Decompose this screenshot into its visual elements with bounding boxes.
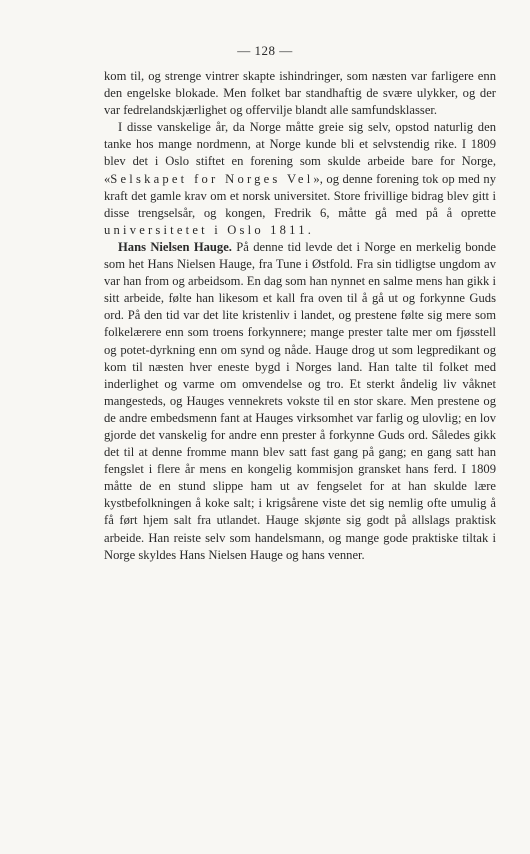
paragraph-blockade: kom til, og strenge vintrer skapte ishindringer, som næsten var farligere enn den engelske blokade. Men folket bar standhaftig de svære ulykker, og der var fedrelandskjærlighet og offervilje blandt alle samfundsklasser. — [104, 69, 496, 118]
paragraph-independence-text-2: », og denne forening tok op med ny kraft det gamle krav om et norsk universitet. Store frivillige bidrag blev gitt i disse trengselsår, og kongen, Fredrik 6, måtte gå med på å oprette — [104, 171, 496, 220]
paragraph-independence — [104, 119, 496, 239]
paragraph-hauge-text: På denne tid levde det i Norge en merkelig bonde som het Hans Nielsen Hauge, fra Tune i Østfold. Fra sin tidligtse ungdom av var han from og arbeidsom. En dag som han nynnet en salme mens han gikk i sitt arbeide, følte han likesom et kall fra oven til å gå ut og forkynne Guds ord. På den tid var det lite kristenliv i landet, og prestene følte sig mere som folkelærere enn som troens forkynnere; mange prester talte mer om fjøsstell og potet-dyrkning enn om synd og nåde. Hauge drog ut som legpredikant og kom til næsten hver eneste bygd i Norges land. Han talte til folket med inderlighet og varme om omvendelse og tro. Et sterkt åndelig liv våknet mangesteds, og Hauges vennekrets vokste til en stor skare. Men prestene og de andre embedsmenn fant at Hauges virksomhet var farlig og ulovlig; en lov gjorde det vanskelig for andre enn prester å forkynne Guds ord. Således gikk det til at denne fromme mann blev satt fast gang på gang; en gang satt han fengslet i flere år mens en kongelig kommisjon gransket hans ferd. I 1809 måtte de en stund slippe ham ut av fengselet for at han skulde lære kystbefolkningen å koke salt; i krigsårene viste det sig nemlig ofte umulig å få ført hjem salt fra utlandet. Hauge skjønte sig godt på allslags praktisk arbeide. Han reiste selv som handelsmann, og mange gode praktiske tiltak i Norge skyldes Hans Nielsen Hauge og hans venner. — [104, 239, 496, 562]
paragraph-independence-text-3: . — [307, 222, 311, 237]
page-number: — 128 — — [237, 43, 293, 58]
university-name: universitetet i Oslo 1811 — [104, 222, 308, 237]
society-name: Selskapet for Norges Vel — [110, 171, 314, 186]
page-body — [104, 68, 496, 564]
paragraph-hauge — [104, 239, 496, 564]
section-heading-hauge: Hans Nielsen Hauge. — [118, 239, 232, 254]
paragraph-independence-text-1: I disse vanskelige år, da Norge måtte greie sig selv, opstod naturlig den tanke hos mange nordmenn, at Norge kunde bli et selvstendig rike. I 1809 blev det i Oslo stiftet en forening som skulde arbeide bare for Norge, « — [104, 120, 496, 186]
